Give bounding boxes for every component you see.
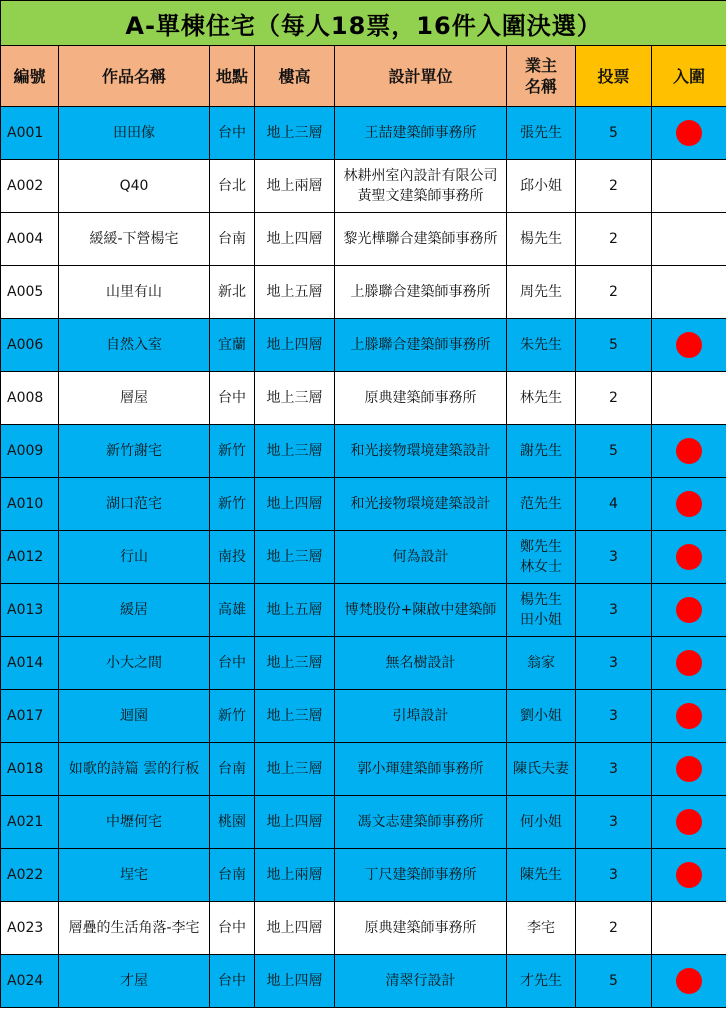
- selected-dot-icon: [676, 809, 702, 835]
- table-title: A-單棟住宅（每人18票，16件入圍決選）: [1, 1, 726, 46]
- cell-code: A017: [1, 690, 59, 743]
- cell-designer: 博梵股份+陳啟中建築師: [335, 584, 507, 637]
- table-row: [1, 213, 726, 266]
- cell-code: A012: [1, 531, 59, 584]
- cell-selected: [652, 478, 726, 531]
- table-row: [1, 531, 726, 584]
- table-body: [1, 107, 726, 1008]
- cell-selected: [652, 637, 726, 690]
- cell-votes: 5: [576, 955, 652, 1008]
- cell-floors: 地上三層: [255, 531, 335, 584]
- cell-name: 迴園: [59, 690, 210, 743]
- cell-name: 行山: [59, 531, 210, 584]
- cell-designer: 引埠設計: [335, 690, 507, 743]
- cell-owner: 才先生: [507, 955, 576, 1008]
- cell-location: 台南: [210, 213, 255, 266]
- cell-code: A006: [1, 319, 59, 372]
- cell-votes: 2: [576, 372, 652, 425]
- cell-floors: 地上三層: [255, 372, 335, 425]
- table-row: [1, 425, 726, 478]
- cell-floors: 地上三層: [255, 743, 335, 796]
- cell-votes: 3: [576, 584, 652, 637]
- table-row: [1, 796, 726, 849]
- cell-name: 小大之間: [59, 637, 210, 690]
- header-name: 作品名稱: [59, 46, 210, 107]
- cell-designer: 和光接物環境建築設計: [335, 425, 507, 478]
- table-row: [1, 319, 726, 372]
- cell-selected: [652, 160, 726, 213]
- cell-floors: 地上三層: [255, 107, 335, 160]
- cell-name: 緩緩-下營楊宅: [59, 213, 210, 266]
- selected-dot-icon: [676, 968, 702, 994]
- selected-dot-icon: [676, 703, 702, 729]
- cell-floors: 地上兩層: [255, 849, 335, 902]
- cell-votes: 4: [576, 478, 652, 531]
- cell-code: A004: [1, 213, 59, 266]
- cell-location: 台南: [210, 849, 255, 902]
- cell-votes: 3: [576, 743, 652, 796]
- cell-location: 新竹: [210, 425, 255, 478]
- cell-location: 宜蘭: [210, 319, 255, 372]
- cell-location: 新竹: [210, 478, 255, 531]
- cell-designer: 丁尺建築師事務所: [335, 849, 507, 902]
- cell-code: A021: [1, 796, 59, 849]
- cell-owner: 周先生: [507, 266, 576, 319]
- cell-floors: 地上五層: [255, 584, 335, 637]
- cell-code: A024: [1, 955, 59, 1008]
- cell-designer: 馮文志建築師事務所: [335, 796, 507, 849]
- cell-votes: 3: [576, 849, 652, 902]
- cell-owner: 林先生: [507, 372, 576, 425]
- cell-code: A010: [1, 478, 59, 531]
- cell-designer: 黎光樺聯合建築師事務所: [335, 213, 507, 266]
- cell-floors: 地上四層: [255, 213, 335, 266]
- cell-votes: 3: [576, 531, 652, 584]
- cell-floors: 地上四層: [255, 796, 335, 849]
- cell-votes: 2: [576, 213, 652, 266]
- cell-location: 台中: [210, 637, 255, 690]
- cell-name: Q40: [59, 160, 210, 213]
- table-row: [1, 266, 726, 319]
- table-row: [1, 902, 726, 955]
- cell-location: 台中: [210, 955, 255, 1008]
- cell-selected: [652, 743, 726, 796]
- cell-selected: [652, 213, 726, 266]
- selected-dot-icon: [676, 332, 702, 358]
- cell-selected: [652, 690, 726, 743]
- table-row: [1, 478, 726, 531]
- cell-designer: 和光接物環境建築設計: [335, 478, 507, 531]
- cell-designer: 林耕州室內設計有限公司 黃聖文建築師事務所: [335, 160, 507, 213]
- cell-location: 台北: [210, 160, 255, 213]
- cell-owner: 李宅: [507, 902, 576, 955]
- table-row: [1, 690, 726, 743]
- cell-name: 如歌的詩篇 雲的行板: [59, 743, 210, 796]
- cell-location: 新竹: [210, 690, 255, 743]
- cell-owner: 朱先生: [507, 319, 576, 372]
- cell-designer: 何為設計: [335, 531, 507, 584]
- cell-owner: 張先生: [507, 107, 576, 160]
- cell-votes: 5: [576, 107, 652, 160]
- cell-floors: 地上三層: [255, 690, 335, 743]
- table-row: [1, 160, 726, 213]
- cell-location: 台中: [210, 902, 255, 955]
- cell-owner: 鄭先生 林女士: [507, 531, 576, 584]
- cell-floors: 地上兩層: [255, 160, 335, 213]
- cell-code: A022: [1, 849, 59, 902]
- cell-floors: 地上三層: [255, 425, 335, 478]
- cell-selected: [652, 107, 726, 160]
- cell-designer: 清翠行設計: [335, 955, 507, 1008]
- cell-designer: 上滕聯合建築師事務所: [335, 266, 507, 319]
- selected-dot-icon: [676, 650, 702, 676]
- cell-name: 埕宅: [59, 849, 210, 902]
- cell-designer: 上滕聯合建築師事務所: [335, 319, 507, 372]
- cell-name: 新竹謝宅: [59, 425, 210, 478]
- cell-selected: [652, 425, 726, 478]
- cell-owner: 劉小姐: [507, 690, 576, 743]
- cell-votes: 5: [576, 425, 652, 478]
- cell-owner: 何小姐: [507, 796, 576, 849]
- selected-dot-icon: [676, 756, 702, 782]
- cell-code: A001: [1, 107, 59, 160]
- cell-location: 台中: [210, 107, 255, 160]
- cell-owner: 陳氏夫妻: [507, 743, 576, 796]
- table-row: [1, 849, 726, 902]
- cell-floors: 地上三層: [255, 637, 335, 690]
- cell-selected: [652, 796, 726, 849]
- header-code: 編號: [1, 46, 59, 107]
- cell-owner: 楊先生 田小姐: [507, 584, 576, 637]
- cell-location: 新北: [210, 266, 255, 319]
- header-floors: 樓高: [255, 46, 335, 107]
- table-row: [1, 637, 726, 690]
- cell-location: 南投: [210, 531, 255, 584]
- cell-code: A008: [1, 372, 59, 425]
- cell-location: 台南: [210, 743, 255, 796]
- cell-selected: [652, 319, 726, 372]
- cell-selected: [652, 584, 726, 637]
- cell-location: 高雄: [210, 584, 255, 637]
- cell-location: 桃園: [210, 796, 255, 849]
- cell-floors: 地上四層: [255, 319, 335, 372]
- cell-name: 緩居: [59, 584, 210, 637]
- selected-dot-icon: [676, 862, 702, 888]
- cell-code: A014: [1, 637, 59, 690]
- cell-location: 台中: [210, 372, 255, 425]
- header-selected: 入圍: [652, 46, 726, 107]
- table-row: [1, 372, 726, 425]
- cell-code: A018: [1, 743, 59, 796]
- cell-floors: 地上四層: [255, 478, 335, 531]
- cell-designer: 郭小琿建築師事務所: [335, 743, 507, 796]
- cell-selected: [652, 266, 726, 319]
- cell-owner: 謝先生: [507, 425, 576, 478]
- cell-votes: 2: [576, 266, 652, 319]
- cell-selected: [652, 849, 726, 902]
- cell-name: 層屋: [59, 372, 210, 425]
- cell-votes: 5: [576, 319, 652, 372]
- cell-owner: 翁家: [507, 637, 576, 690]
- cell-floors: 地上四層: [255, 902, 335, 955]
- cell-owner: 陳先生: [507, 849, 576, 902]
- cell-votes: 2: [576, 902, 652, 955]
- selected-dot-icon: [676, 491, 702, 517]
- cell-name: 中壢何宅: [59, 796, 210, 849]
- selected-dot-icon: [676, 597, 702, 623]
- cell-designer: 無名樹設計: [335, 637, 507, 690]
- table-row: [1, 743, 726, 796]
- cell-name: 才屋: [59, 955, 210, 1008]
- cell-code: A009: [1, 425, 59, 478]
- header-votes: 投票: [576, 46, 652, 107]
- selected-dot-icon: [676, 544, 702, 570]
- table-row: [1, 584, 726, 637]
- header-owner: 業主 名稱: [507, 46, 576, 107]
- cell-designer: 原典建築師事務所: [335, 902, 507, 955]
- header-designer: 設計單位: [335, 46, 507, 107]
- cell-code: A023: [1, 902, 59, 955]
- cell-selected: [652, 902, 726, 955]
- cell-floors: 地上五層: [255, 266, 335, 319]
- table-row: [1, 107, 726, 160]
- header-location: 地點: [210, 46, 255, 107]
- cell-votes: 2: [576, 160, 652, 213]
- cell-votes: 3: [576, 637, 652, 690]
- cell-code: A002: [1, 160, 59, 213]
- cell-code: A005: [1, 266, 59, 319]
- cell-selected: [652, 955, 726, 1008]
- table-row: [1, 955, 726, 1008]
- cell-selected: [652, 372, 726, 425]
- cell-owner: 楊先生: [507, 213, 576, 266]
- cell-designer: 原典建築師事務所: [335, 372, 507, 425]
- cell-designer: 王喆建築師事務所: [335, 107, 507, 160]
- cell-votes: 3: [576, 690, 652, 743]
- cell-votes: 3: [576, 796, 652, 849]
- selected-dot-icon: [676, 438, 702, 464]
- cell-name: 湖口范宅: [59, 478, 210, 531]
- selected-dot-icon: [676, 120, 702, 146]
- cell-code: A013: [1, 584, 59, 637]
- cell-owner: 邱小姐: [507, 160, 576, 213]
- cell-name: 層疊的生活角落-李宅: [59, 902, 210, 955]
- cell-selected: [652, 531, 726, 584]
- cell-name: 自然入室: [59, 319, 210, 372]
- cell-owner: 范先生: [507, 478, 576, 531]
- cell-floors: 地上四層: [255, 955, 335, 1008]
- cell-name: 山里有山: [59, 266, 210, 319]
- cell-name: 田田傢: [59, 107, 210, 160]
